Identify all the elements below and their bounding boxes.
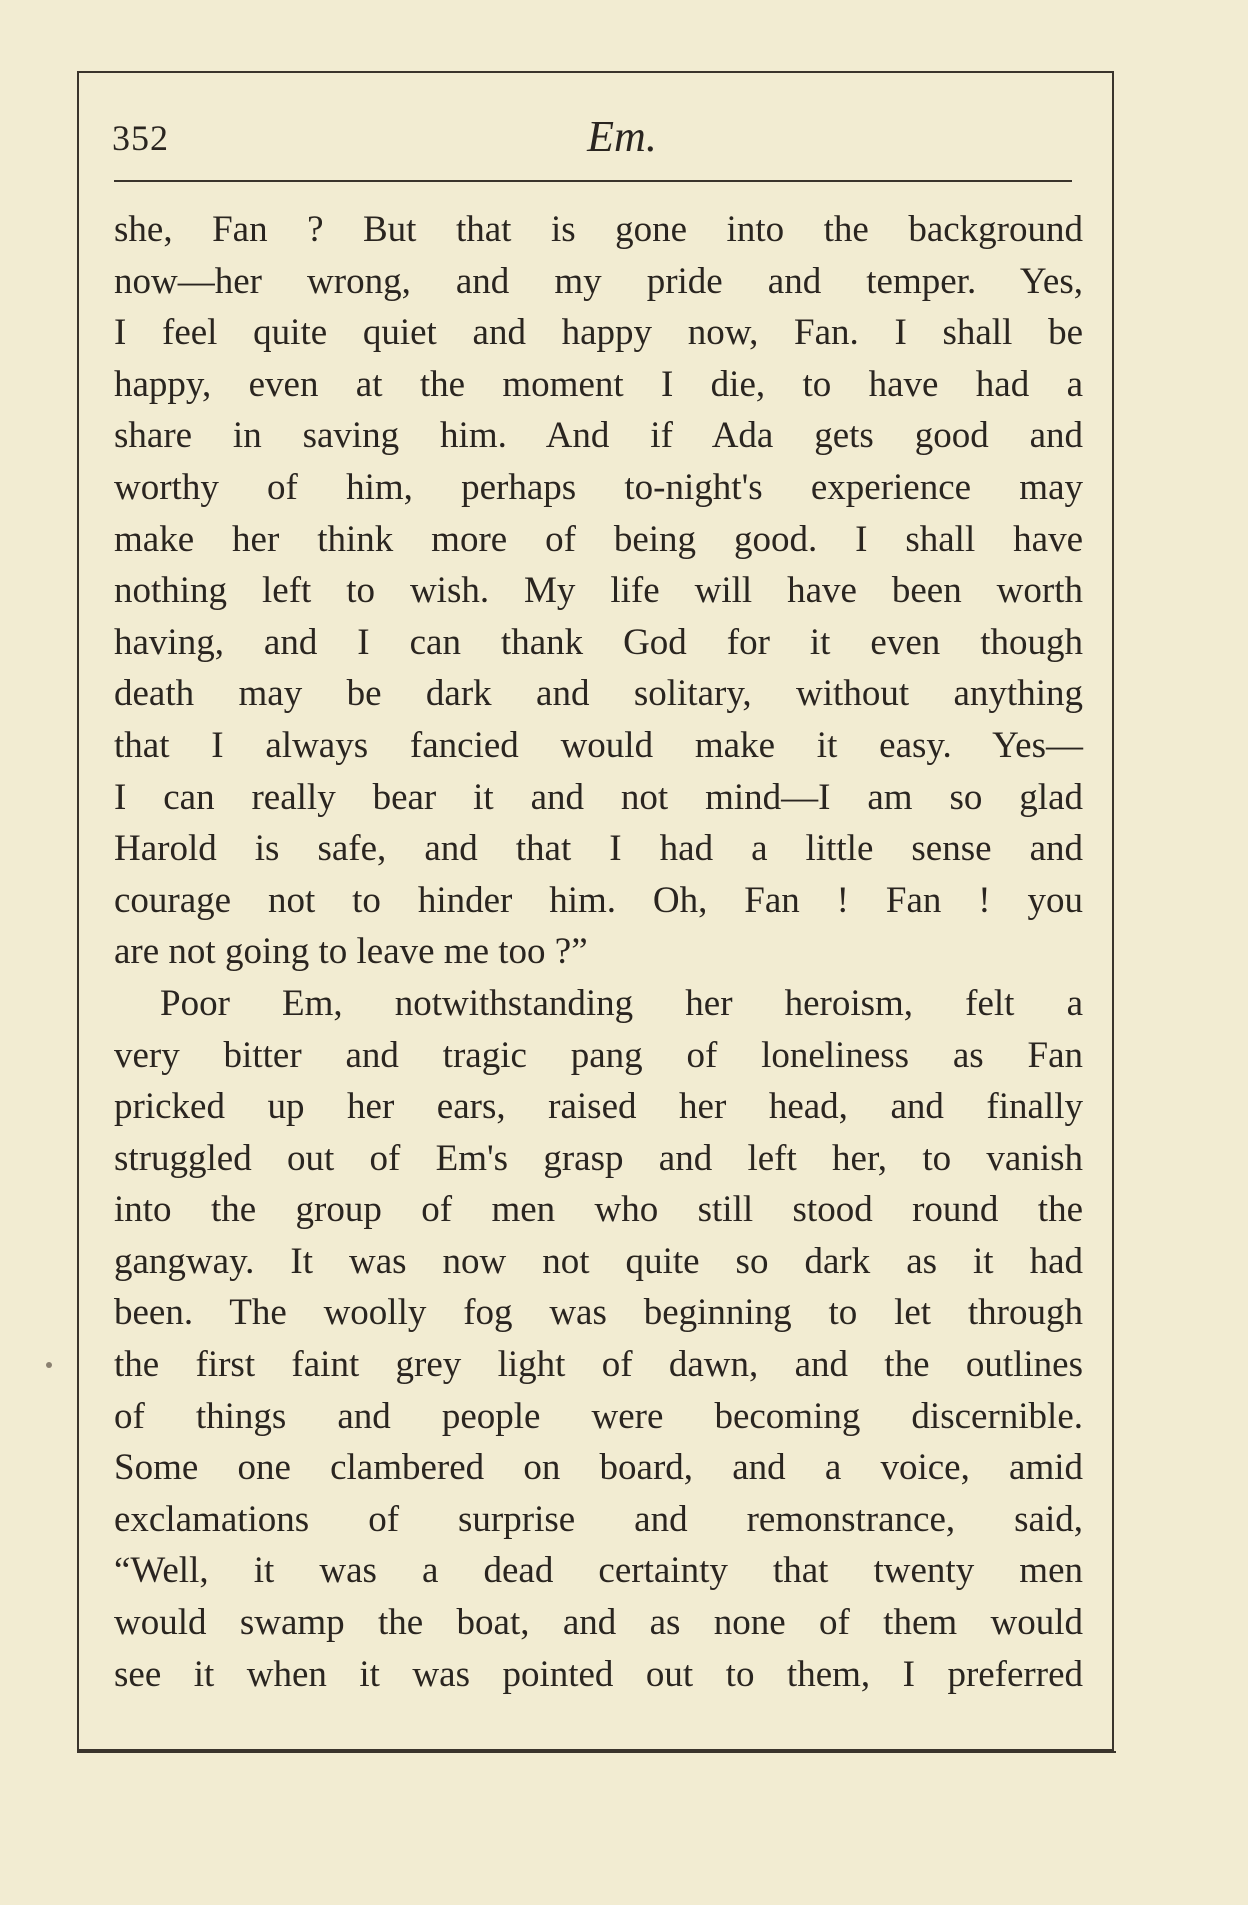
text-line: gangway. It was now not quite so dark as it had xyxy=(114,1240,1083,1282)
text-line: exclamations of surprise and remonstrance, said, xyxy=(114,1498,1083,1540)
text-line: been. The woolly fog was beginning to let through xyxy=(114,1292,1083,1334)
text-line: struggled out of Em's grasp and left her, to vanish xyxy=(114,1137,1083,1179)
text-line: now—her wrong, and my pride and temper. Yes, xyxy=(114,260,1083,302)
text-line: are not going to leave me too ?” xyxy=(114,931,588,973)
text-line: courage not to hinder him. Oh, Fan ! Fan ! you xyxy=(114,879,1083,921)
text-line: I feel quite quiet and happy now, Fan. I shall be xyxy=(114,312,1083,354)
page-border-bottom xyxy=(77,1751,1116,1753)
text-line: pricked up her ears, raised her head, and finally xyxy=(114,1086,1083,1128)
margin-mark xyxy=(46,1362,52,1368)
header-rule xyxy=(114,180,1072,182)
running-title: Em. xyxy=(587,112,657,161)
text-line: that I always fancied would make it easy. Yes— xyxy=(114,724,1083,766)
text-line: she, Fan ? But that is gone into the background xyxy=(114,209,1083,250)
text-line: the first faint grey light of dawn, and the outlines xyxy=(114,1344,1083,1386)
text-line: death may be dark and solitary, without anything xyxy=(114,673,1083,715)
text-line: Some one clambered on board, and a voice, amid xyxy=(114,1447,1083,1489)
text-line: worthy of him, perhaps to-night's experience may xyxy=(114,466,1083,508)
text-line: into the group of men who still stood round the xyxy=(114,1189,1083,1231)
text-line: make her think more of being good. I shall have xyxy=(114,518,1083,560)
text-line: having, and I can thank God for it even though xyxy=(114,621,1083,663)
text-line: very bitter and tragic pang of loneliness as Fan xyxy=(114,1034,1083,1076)
text-line: happy, even at the moment I die, to have had a xyxy=(114,363,1083,405)
text-line: would swamp the boat, and as none of them would xyxy=(114,1602,1083,1644)
running-head xyxy=(112,105,1072,165)
text-line: share in saving him. And if Ada gets good and xyxy=(114,415,1083,457)
text-line: Harold is safe, and that I had a little sense and xyxy=(114,828,1083,870)
body-text xyxy=(114,204,1083,1700)
text-line: of things and people were becoming discernible. xyxy=(114,1395,1083,1437)
text-line: nothing left to wish. My life will have been worth xyxy=(114,570,1083,612)
page-number: 352 xyxy=(112,118,169,158)
text-line: I can really bear it and not mind—I am so glad xyxy=(114,776,1083,818)
paragraph-start-line: Poor Em, notwithstanding her heroism, felt a xyxy=(160,982,1083,1024)
text-line: “Well, it was a dead certainty that twenty men xyxy=(114,1550,1083,1592)
text-line: see it when it was pointed out to them, I preferred xyxy=(114,1653,1083,1695)
